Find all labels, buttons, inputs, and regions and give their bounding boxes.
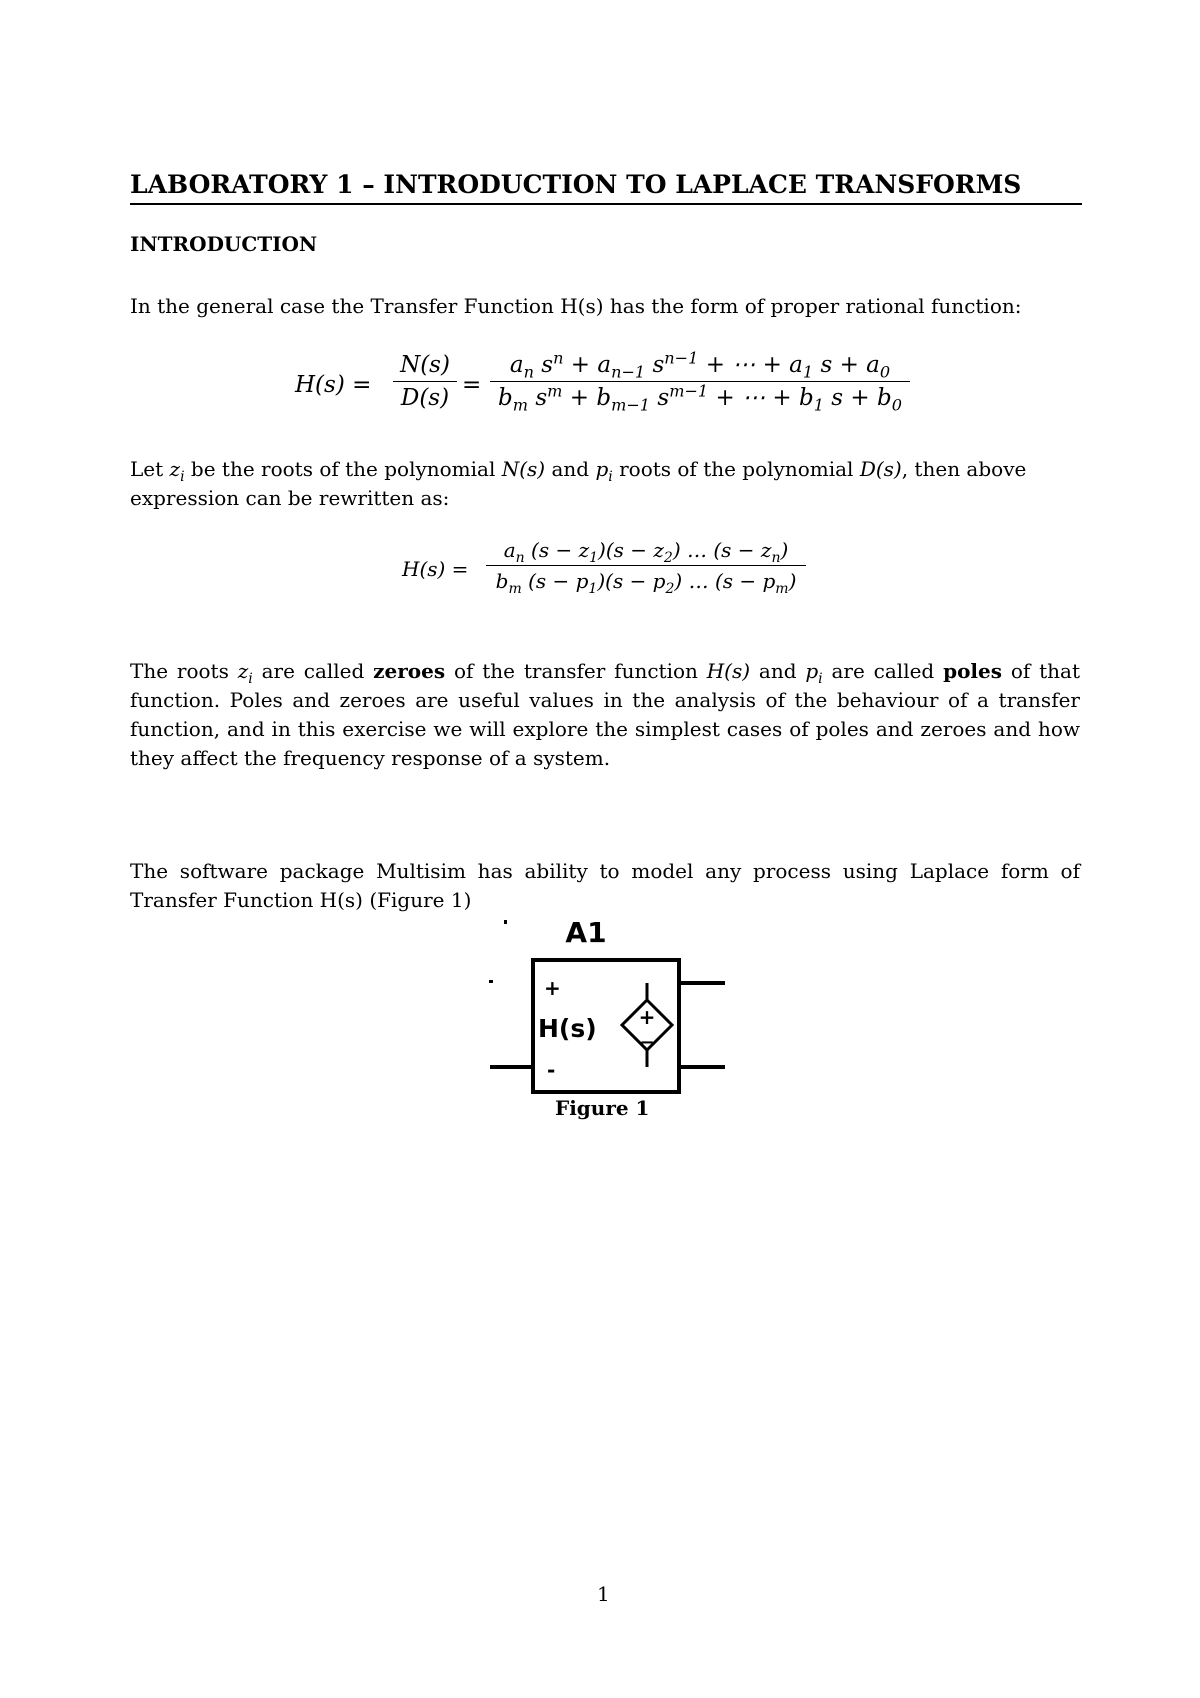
block-text-hs: H(s) bbox=[538, 1014, 597, 1043]
symbol-z: z bbox=[169, 457, 181, 481]
title-underline bbox=[130, 203, 1082, 205]
roots-text-3: and bbox=[545, 457, 596, 481]
symbol-p: p bbox=[595, 457, 609, 481]
poles-text-1: The roots bbox=[130, 659, 238, 683]
symbol-subscript-i: i bbox=[248, 671, 253, 687]
source-minus-sign: − bbox=[639, 1032, 655, 1053]
eq2-lhs: H(s) = bbox=[402, 557, 469, 581]
eq1-fraction-polynomials bbox=[490, 348, 910, 415]
term-poles: poles bbox=[943, 659, 1002, 683]
page-number: 1 bbox=[597, 1582, 610, 1606]
roots-text-5: , then above expression can be rewritten as: bbox=[130, 457, 1027, 510]
marker-dot bbox=[489, 980, 493, 983]
symbol-h-of-s: H(s) bbox=[706, 659, 751, 683]
eq1-lhs: H(s) = bbox=[295, 372, 372, 398]
figure-transfer-function-block bbox=[480, 905, 740, 1095]
eq1-denominator-d: D(s) bbox=[400, 385, 450, 411]
symbol-z: z bbox=[237, 659, 249, 683]
input-minus-sign: - bbox=[547, 1058, 556, 1082]
input-plus-sign: + bbox=[544, 976, 561, 1000]
figure-caption: Figure 1 bbox=[555, 1096, 650, 1120]
poles-text-3: of the transfer function bbox=[445, 659, 707, 683]
symbol-p: p bbox=[805, 659, 819, 683]
term-zeroes: zeroes bbox=[373, 659, 446, 683]
eq2-fraction bbox=[486, 538, 806, 597]
eq1-fraction-n-over-d bbox=[393, 352, 457, 411]
symbol-d-of-s: D(s) bbox=[859, 457, 902, 481]
block-label-a1: A1 bbox=[565, 916, 607, 949]
intro-sentence: In the general case the Transfer Function H(s) has the form of proper rational function: bbox=[130, 294, 1022, 318]
symbol-subscript-i: i bbox=[180, 469, 185, 485]
roots-text-2: be the roots of the polynomial bbox=[184, 457, 502, 481]
symbol-n-of-s: N(s) bbox=[501, 457, 546, 481]
poles-text-6: of that function. Poles and zeroes are useful values in the analysis of the behaviour of a transfer function, and in this exercise we will explore the simplest cases of poles and zeroes and how they affect the frequency response of a system. bbox=[130, 659, 1081, 770]
multisim-paragraph: The software package Multisim has ability to model any process using Laplace form of Transfer Function H(s) (Figure 1) bbox=[130, 859, 1080, 912]
poles-text-5: are called bbox=[822, 659, 944, 683]
poles-text-2: are called bbox=[252, 659, 374, 683]
source-plus-sign: + bbox=[638, 1005, 656, 1029]
section-heading: INTRODUCTION bbox=[130, 232, 318, 256]
poles-text-4: and bbox=[750, 659, 806, 683]
eq2-denominator: $b_m$ $(s - p_1)(s - p_2)$ … $(s - p_m)$ bbox=[495, 569, 797, 597]
symbol-subscript-i: i bbox=[818, 671, 823, 687]
roots-paragraph bbox=[130, 455, 1080, 513]
marker-dot bbox=[504, 920, 507, 924]
eq2-numerator: $a_n$ $(s - z_1)(s - z_2)$ … $(s - z_n)$ bbox=[503, 538, 789, 566]
eq1-denominator-polynomial: $b_m$ $s^m + b_{m-1}$ $s^{m-1}$ + ⋯ + $b_1$ $s + b_0$ bbox=[498, 381, 902, 415]
roots-text-4: roots of the polynomial bbox=[612, 457, 860, 481]
eq1-numerator-polynomial: $a_n$ $s^n + a_{n-1}$ $s^{n-1}$ + ⋯ + $a_1$ $s + a_0$ bbox=[509, 348, 891, 382]
poles-zeroes-paragraph bbox=[130, 657, 1080, 773]
page-title: LABORATORY 1 – INTRODUCTION TO LAPLACE TRANSFORMS bbox=[130, 170, 1022, 199]
roots-text-1: Let bbox=[130, 457, 170, 481]
eq1-equals: = bbox=[462, 372, 482, 398]
symbol-subscript-i: i bbox=[608, 469, 613, 485]
eq1-numerator-n: N(s) bbox=[400, 352, 450, 378]
